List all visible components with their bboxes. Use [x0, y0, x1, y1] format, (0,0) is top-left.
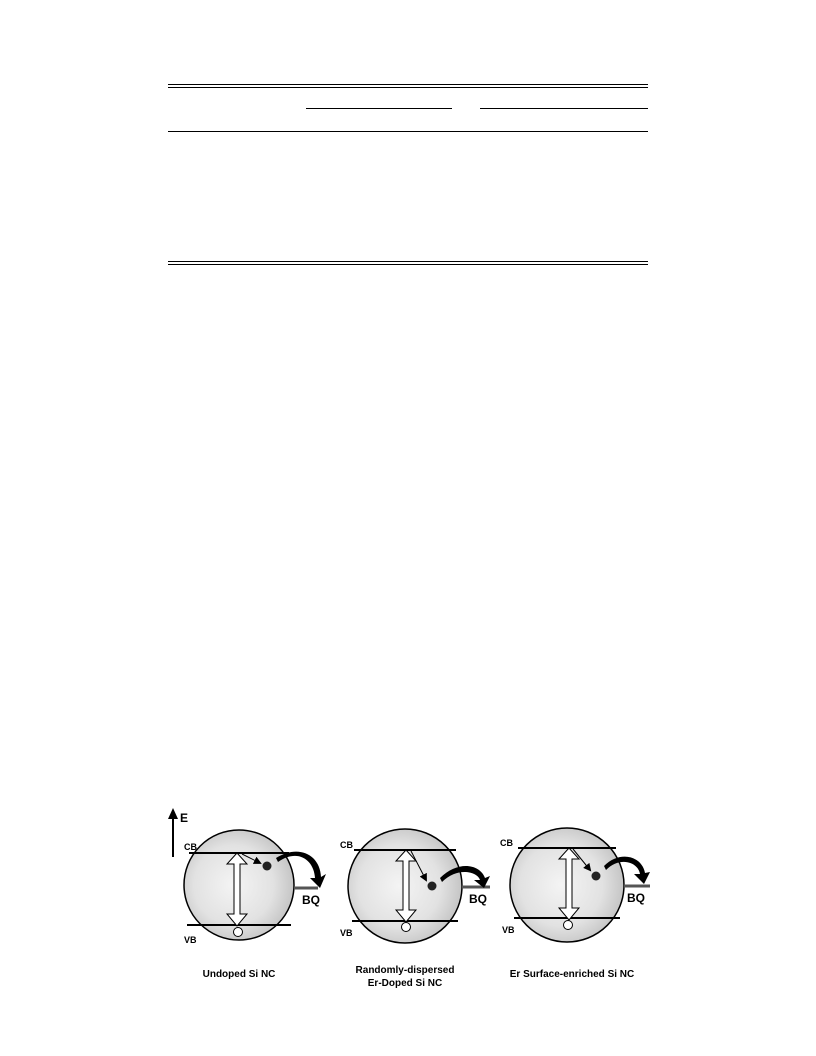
panel-caption-line-1: Er Surface-enriched Si NC: [509, 969, 635, 980]
energy-axis-label: E: [180, 811, 189, 825]
electron-dot: [428, 882, 437, 891]
panel-caption-line-2: Er-Doped Si NC: [367, 978, 443, 989]
hole-dot: [234, 928, 243, 937]
energy-band-diagram-figure: [160, 800, 660, 1000]
panel-undoped: [184, 830, 326, 980]
table-header-rule: [168, 131, 648, 132]
bq-label: BQ: [627, 891, 645, 905]
electron-dot: [592, 872, 601, 881]
cb-label: CB: [184, 842, 197, 852]
table-bottom-rule-1: [168, 261, 648, 262]
table-group-rule-right: [480, 108, 648, 109]
panel-caption-line-1: Undoped Si NC: [202, 969, 276, 980]
table-top-rule-1: [168, 84, 648, 85]
hole-dot: [402, 923, 411, 932]
bq-label: BQ: [469, 892, 487, 906]
vb-label: VB: [502, 925, 515, 935]
vb-label: VB: [184, 935, 197, 945]
cb-label: CB: [500, 838, 513, 848]
panel-caption-line-1: Randomly-dispersed: [355, 965, 455, 976]
table-top-rule-2: [168, 87, 648, 88]
table-bottom-rule-2: [168, 264, 648, 265]
bq-label: BQ: [302, 893, 320, 907]
panel-er-surface-enriched: [500, 828, 650, 980]
table-group-rule-left: [306, 108, 452, 109]
cb-label: CB: [340, 840, 353, 850]
electron-dot: [263, 862, 272, 871]
hole-dot: [564, 921, 573, 930]
vb-label: VB: [340, 928, 353, 938]
panel-randomly-dispersed-er-doped: [340, 829, 490, 989]
